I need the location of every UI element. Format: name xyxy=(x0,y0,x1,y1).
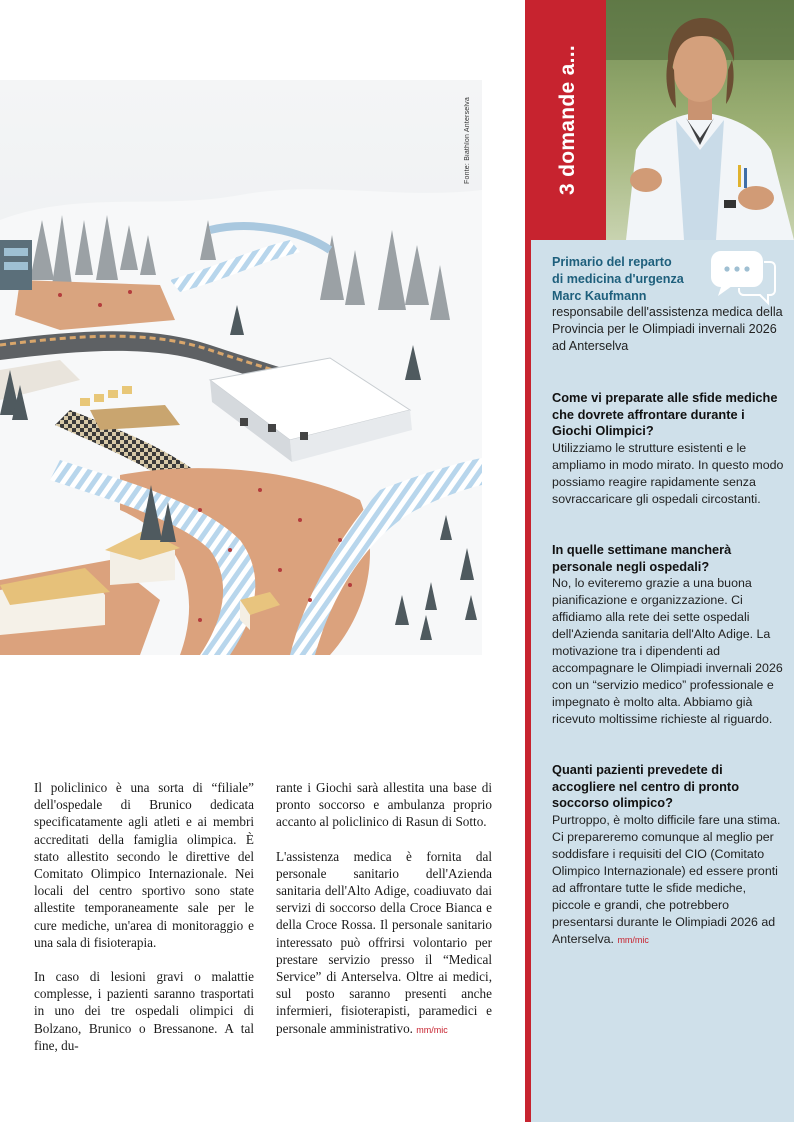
article-column-2 xyxy=(276,779,492,1039)
interview-answer: Utilizziamo le strutture esistenti e le ampliamo in modo mirato. In questo modo possiamo reagire rapidamente senza sovraccaricare gli ospedali circostanti. xyxy=(552,440,784,506)
biathlon-stadium-illustration xyxy=(0,80,482,655)
stadium-drawing xyxy=(0,80,482,655)
interview-answer xyxy=(552,812,784,949)
interview-answer: No, lo eviteremo grazie a una buona pianificazione e organizzazione. Ci affidiamo alla rete dei sette ospedali dell'Azienda sanitaria dell'Alto Adige. La motivazione tra i dipendenti ad accompagnare le Olimpiadi invernali 2026 con un “servizio medico” professionale e impegnato è molto alta. Abbiamo già ricevuto moltissime richieste al riguardo. xyxy=(552,576,783,727)
portrait-drawing xyxy=(606,0,794,240)
chat-bubbles-icon xyxy=(710,248,778,306)
sidebar-title-wrap xyxy=(548,0,588,240)
interview-question: Quanti pazienti prevedete di accogliere nel centro di pronto soccorso olimpico? xyxy=(552,762,740,811)
article-paragraph-2-start: In caso di lesioni gravi o malattie complesse, i pazienti saranno trasportati in uno dei tre ospedali olimpici di Bolzano, Brunico o Bressanone. A tal fine, du- xyxy=(34,969,254,1053)
interview-question: In quelle settimane mancherà personale negli ospedali? xyxy=(552,542,732,574)
interview-qa-3 xyxy=(552,762,784,949)
interview-answer-text: Purtroppo, è molto difficile fare una stima. Ci prepareremo comunque al meglio per soddisfare i requisiti del CIO (Comitato Olimpico Internazionale) ed essere pronti ad affrontare tutte le sfide mediche, piccole e grandi, che potrebbero presentarsi durante le Olimpiadi 2026 ad Anterselva. xyxy=(552,812,781,946)
article-paragraph: Il policlinico è una sorta di “filiale” dell'ospedale di Brunico dedicata specificatamente agli atleti e ai membri accreditati della famiglia olimpica. È stato allestito secondo le direttive del Comitato Olimpico Internazionale. Nei locali del centro sportivo sono state allestite temporaneamente sale per le cure mediche, un'area di monitoraggio e una sala di fisioterapia. xyxy=(34,780,254,950)
interviewee-role-line-1: Primario del reparto xyxy=(552,255,672,269)
interviewee-description: responsabile dell'assistenza medica della Provincia per le Olimpiadi invernali 2026 ad Anterselva xyxy=(552,305,783,353)
interviewee-name: Marc Kaufmann xyxy=(552,288,647,303)
image-source-credit: Fonte: Biathlon Anterselva xyxy=(464,97,471,184)
interview-qa-2 xyxy=(552,542,784,728)
article-column-1 xyxy=(34,779,254,1054)
article-paragraph xyxy=(276,848,492,1039)
article-paragraph-text: L'assistenza medica è fornita dal personale sanitario dell'Azienda sanitaria dell'Alto Adige, coadiuvato dai servizi di soccorso della Croce Bianca e della Croce Rossa. Il personale sanitario interessato può offrirsi volontario per prestare servizio presso il “Medical Service” di Anterselva. Oltre ai medici, sul posto saranno presenti anche infermieri, fisioterapisti, paramedici e personale amministrativo. xyxy=(276,848,492,1036)
sidebar-signature: mm/mic xyxy=(617,934,649,945)
article-signature: mm/mic xyxy=(416,1024,448,1035)
interviewee-photo xyxy=(606,0,794,240)
sidebar-title: 3 domande a... xyxy=(556,44,580,196)
interview-question: Come vi preparate alle sfide mediche che dovrete affrontare durante i Giochi Olimpici? xyxy=(552,390,778,439)
interviewee-role-line-2: di medicina d'urgenza xyxy=(552,271,684,286)
article-paragraph-2-end: rante i Giochi sarà allestita una base di pronto soccorso e ambulanza proprio accanto al policlinico di Rasun di Sotto. xyxy=(276,780,492,830)
interview-qa-1 xyxy=(552,390,784,508)
